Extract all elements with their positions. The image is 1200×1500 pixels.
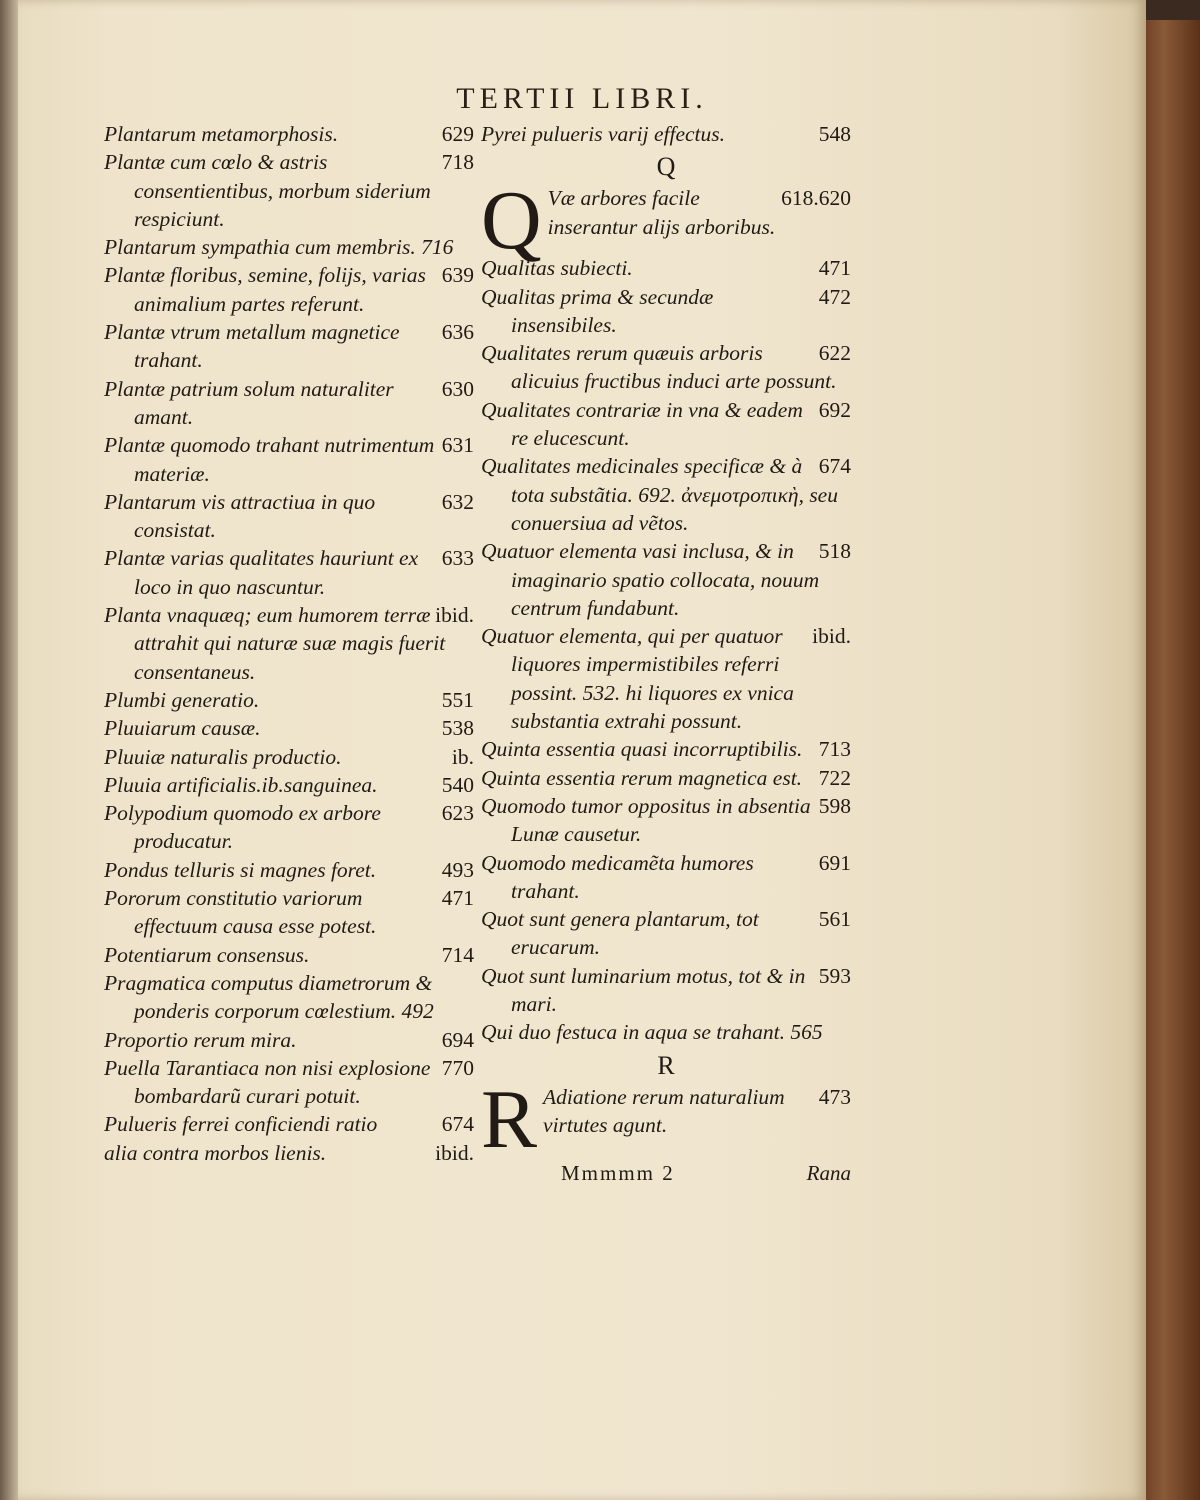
- entry-text: Qualitates rerum quæuis arboris alicuius fructibus induci arte possunt.: [481, 341, 837, 394]
- page-ref: 472: [818, 284, 851, 309]
- page-ref: 718: [441, 150, 474, 175]
- index-entry: [481, 396, 851, 453]
- index-entry: [104, 884, 474, 941]
- entry-text: Quinta essentia quasi incorruptibilis.: [481, 737, 803, 762]
- entry-text: Qualitates contrariæ in vna & eadem re elucescunt.: [481, 397, 803, 451]
- page-ref: 548: [818, 122, 851, 146]
- entry-text: Quatuor elementa vasi inclusa, & in imaginario spatio collocata, nouum centrum fundabunt.: [481, 539, 820, 620]
- section-letter-r: R: [657, 1050, 675, 1080]
- index-entry: [104, 120, 474, 148]
- page-ref: 629: [441, 122, 474, 146]
- index-entry: [104, 233, 474, 261]
- page-ref: 630: [441, 376, 474, 401]
- page-ref: 471: [818, 256, 851, 281]
- index-entry: [104, 1139, 474, 1167]
- entry-text: Plantarum metamorphosis.: [104, 122, 339, 146]
- page-ref: 540: [441, 772, 474, 797]
- page-ref: 639: [441, 263, 474, 288]
- entry-text: Pororum constitutio variorum effectuum causa esse potest.: [104, 886, 377, 939]
- drop-cap-r: R: [481, 1072, 538, 1166]
- entry-text: Pragmatica computus diametrorum & ponderis corporum cœlestium. 492: [104, 970, 434, 1024]
- index-entry: [104, 714, 474, 742]
- entry-text: Plantarum sympathia cum membris. 716: [104, 235, 454, 260]
- page-ref: 623: [441, 801, 474, 826]
- index-entry-initial: [481, 174, 851, 268]
- entry-text: Potentiarum consensus.: [104, 942, 310, 967]
- entry-text: Pondus telluris si magnes foret.: [104, 857, 377, 882]
- index-entry: [104, 1054, 474, 1111]
- right-entry-list: [481, 254, 851, 1046]
- page-ref: 471: [441, 886, 474, 911]
- page-ref: 518: [818, 539, 851, 564]
- entry-text: Pluuiarum causæ.: [104, 716, 261, 741]
- binding-edge: [0, 0, 20, 1500]
- entry-text: Plantæ quomodo trahant nutrimentum materiæ.: [104, 433, 435, 486]
- entry-text: Quatuor elementa, qui per quatuor liquores impermistibiles referri possint. 532. hi liquores ex vnica substantia extrahi possunt.: [481, 624, 794, 734]
- signature-mark: Mmmmm 2: [561, 1160, 675, 1185]
- entry-text: Plantæ patrium solum naturaliter amant.: [104, 376, 394, 429]
- index-entry: [104, 856, 474, 884]
- page-ref: 770: [441, 1055, 474, 1080]
- page-ref: 618.620: [781, 186, 851, 211]
- index-entry: [481, 283, 851, 340]
- entry-text: Pluuia artificialis.ib.sanguinea.: [104, 772, 378, 797]
- index-entry: [104, 969, 474, 1026]
- entry-text: Qualitas subiecti.: [481, 256, 633, 281]
- index-entry: [481, 962, 851, 1019]
- index-entry: [104, 941, 474, 969]
- entry-text: Proportio rerum mira.: [104, 1027, 297, 1052]
- running-header: TERTII LIBRI.: [456, 82, 708, 115]
- page-ref: ib.: [451, 744, 474, 769]
- index-entry-initial: [481, 1072, 851, 1166]
- entry-text: Plantæ vtrum metallum magnetice trahant.: [104, 320, 400, 373]
- entry-text: Plantæ floribus, semine, folijs, varias animalium partes referunt.: [104, 263, 426, 316]
- index-entry: [481, 254, 851, 282]
- page-ref: 714: [441, 942, 474, 967]
- entry-text: Pyrei pulueris varij effectus.: [481, 122, 726, 146]
- book-page: [18, 0, 1146, 1500]
- index-entry: [481, 622, 851, 735]
- catchword: Rana: [806, 1160, 851, 1185]
- entry-text: Qualitates medicinales specificæ & à tota substãtia. 692. ἀνεμοτροπικὴ, seu conuersiua ad vẽtos.: [481, 454, 838, 535]
- index-entry: [481, 849, 851, 906]
- index-entry: [104, 799, 474, 856]
- index-entry: [481, 120, 851, 148]
- index-entry: [481, 764, 851, 792]
- index-entry: [104, 261, 474, 318]
- index-entry: [104, 743, 474, 771]
- page-ref: 713: [818, 737, 851, 762]
- entry-text: Quomodo medicamẽta humores trahant.: [481, 850, 754, 903]
- page-ref: 493: [441, 857, 474, 882]
- page-ref: 593: [818, 963, 851, 988]
- section-letter-q: Q: [656, 152, 676, 182]
- index-entry: [104, 601, 474, 686]
- index-entry: [104, 544, 474, 601]
- entry-text: Puella Tarantiaca non nisi explosione bombardarũ curari potuit.: [104, 1055, 431, 1109]
- index-entry: [104, 318, 474, 375]
- entry-text: Plumbi generatio.: [104, 687, 260, 712]
- index-entry: [481, 339, 851, 396]
- index-entry: [104, 1026, 474, 1054]
- entry-text: Quot sunt genera plantarum, tot erucarum.: [481, 907, 759, 960]
- index-entry: [104, 686, 474, 714]
- index-entry: [104, 488, 474, 545]
- entry-text: Qualitas prima & secundæ insensibiles.: [481, 284, 714, 337]
- page-ref: 636: [441, 320, 474, 345]
- entry-text: Quot sunt luminarium motus, tot & in mari.: [481, 963, 806, 1017]
- page-ref: 632: [441, 489, 474, 514]
- index-entry: [481, 905, 851, 962]
- index-entry: [104, 771, 474, 799]
- entry-text: Polypodium quomodo ex arbore producatur.: [104, 801, 381, 854]
- page-ref: 538: [441, 716, 474, 741]
- page-ref: 631: [441, 433, 474, 458]
- index-entry: [104, 148, 474, 233]
- entry-text: Plantæ varias qualitates hauriunt ex loco in quo nascuntur.: [104, 546, 419, 599]
- entry-text: Qui duo festuca in aqua se trahant. 565: [481, 1020, 823, 1045]
- entry-text: Pluuiæ naturalis productio.: [104, 744, 342, 769]
- page-ref: ibid.: [435, 603, 474, 628]
- page-ref: 598: [818, 793, 851, 818]
- cover-board: [1140, 20, 1200, 1500]
- page-ref: 692: [818, 397, 851, 422]
- page-ref: 622: [818, 341, 851, 366]
- right-column: [481, 120, 851, 1187]
- page-ref: ibid.: [435, 1140, 474, 1165]
- entry-text: Planta vnaquæq; eum humorem terræ attrahit qui naturæ suæ magis fuerit consentaneus.: [104, 603, 446, 684]
- page-ref: 674: [441, 1112, 474, 1137]
- page-ref: 674: [818, 454, 851, 479]
- page-ref: 691: [818, 850, 851, 875]
- index-entry: [481, 537, 851, 622]
- page-ref: 551: [441, 687, 474, 712]
- index-entry: [481, 735, 851, 763]
- index-entry: [481, 792, 851, 849]
- index-entry: [104, 375, 474, 432]
- entry-text: Quomodo tumor oppositus in absentia Lunæ causetur.: [481, 793, 811, 847]
- entry-text: Adiatione rerum naturalium virtutes agunt.: [543, 1084, 785, 1137]
- page-ref: 561: [818, 907, 851, 932]
- index-entry: [104, 1110, 474, 1138]
- entry-text: Pulueris ferrei conficiendi ratio: [104, 1112, 378, 1137]
- page-ref: 722: [818, 765, 851, 790]
- index-entry: [481, 452, 851, 537]
- entry-text: alia contra morbos lienis.: [104, 1140, 327, 1165]
- drop-cap-q: Q: [481, 174, 542, 268]
- page-ref: 633: [441, 546, 474, 571]
- index-entry: [104, 431, 474, 488]
- entry-text: Væ arbores facile inserantur alijs arboribus.: [547, 186, 776, 239]
- entry-text: Plantæ cum cœlo & astris consentientibus, morbum siderium respiciunt.: [104, 150, 431, 231]
- entry-text: Plantarum vis attractiua in quo consistat.: [104, 489, 376, 543]
- page-ref: ibid.: [812, 624, 851, 649]
- index-entry: [481, 1018, 851, 1046]
- page-ref: 694: [441, 1027, 474, 1052]
- entry-text: Quinta essentia rerum magnetica est.: [481, 765, 803, 790]
- left-column: [104, 120, 474, 1167]
- page-ref: 473: [818, 1084, 851, 1109]
